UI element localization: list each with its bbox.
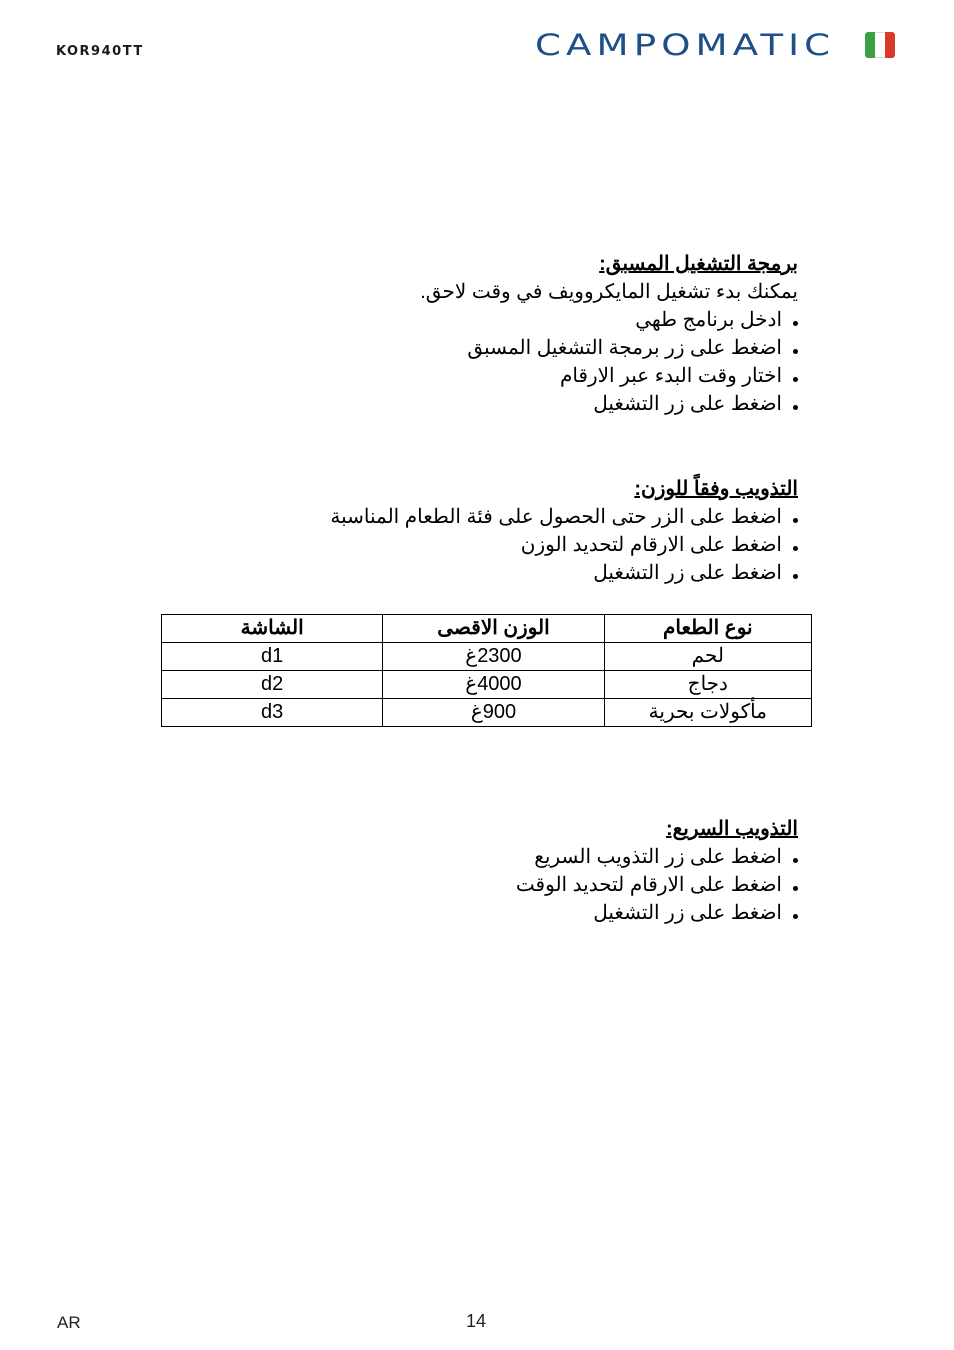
column-header-display: الشاشة (162, 615, 383, 643)
list-item: اضغط على الارقام لتحديد الوقت (178, 871, 798, 899)
table-cell: d3 (162, 699, 383, 727)
model-number: KOR940TT (56, 44, 144, 59)
table-cell: مأكولات بحرية (604, 699, 811, 727)
list-item: ادخل برنامج طهي (178, 306, 798, 334)
column-header-max-weight: الوزن الاقصى (383, 615, 604, 643)
table-header-row (162, 615, 812, 643)
weight-defrost-section (178, 475, 798, 587)
delay-start-section (178, 250, 798, 418)
list-item: اضغط على الزر حتى الحصول على فئة الطعام المناسبة (178, 503, 798, 531)
delay-start-intro: يمكنك بدء تشغيل المايكروويف في وقت لاحق. (420, 281, 798, 303)
list-item: اضغط على زر برمجة التشغيل المسبق (178, 334, 798, 362)
page-number: 14 (466, 1311, 487, 1331)
list-item: اضغط على زر التذويب السريع (178, 843, 798, 871)
weight-defrost-steps (178, 503, 798, 587)
table-cell: 2300غ (383, 643, 604, 671)
list-item: اضغط على زر التشغيل (178, 559, 798, 587)
quick-defrost-section (178, 815, 798, 927)
table-cell: d1 (162, 643, 383, 671)
quick-defrost-steps (178, 843, 798, 927)
brand-logo (535, 30, 900, 60)
delay-start-steps (178, 306, 798, 418)
table-row (162, 699, 812, 727)
weight-defrost-heading: التذويب وفقاً للوزن: (634, 478, 798, 500)
food-weight-table (161, 614, 812, 727)
table-cell: d2 (162, 671, 383, 699)
table-row (162, 671, 812, 699)
quick-defrost-heading: التذويب السريع: (665, 818, 798, 840)
table-cell: لحم (604, 643, 811, 671)
list-item: اختار وقت البدء عبر الارقام (178, 362, 798, 390)
list-item: اضغط على الارقام لتحديد الوزن (178, 531, 798, 559)
list-item: اضغط على زر التشغيل (178, 390, 798, 418)
column-header-food-type: نوع الطعام (604, 615, 811, 643)
table-row (162, 643, 812, 671)
brand-name: CAMPOMATIC (535, 28, 836, 62)
italian-flag-icon (865, 32, 895, 58)
delay-start-heading: برمجة التشغيل المسبق: (599, 253, 798, 275)
language-code: AR (57, 1313, 81, 1332)
table-cell: 4000غ (383, 671, 604, 699)
table-cell: دجاج (604, 671, 811, 699)
list-item: اضغط على زر التشغيل (178, 899, 798, 927)
table-cell: 900غ (383, 699, 604, 727)
